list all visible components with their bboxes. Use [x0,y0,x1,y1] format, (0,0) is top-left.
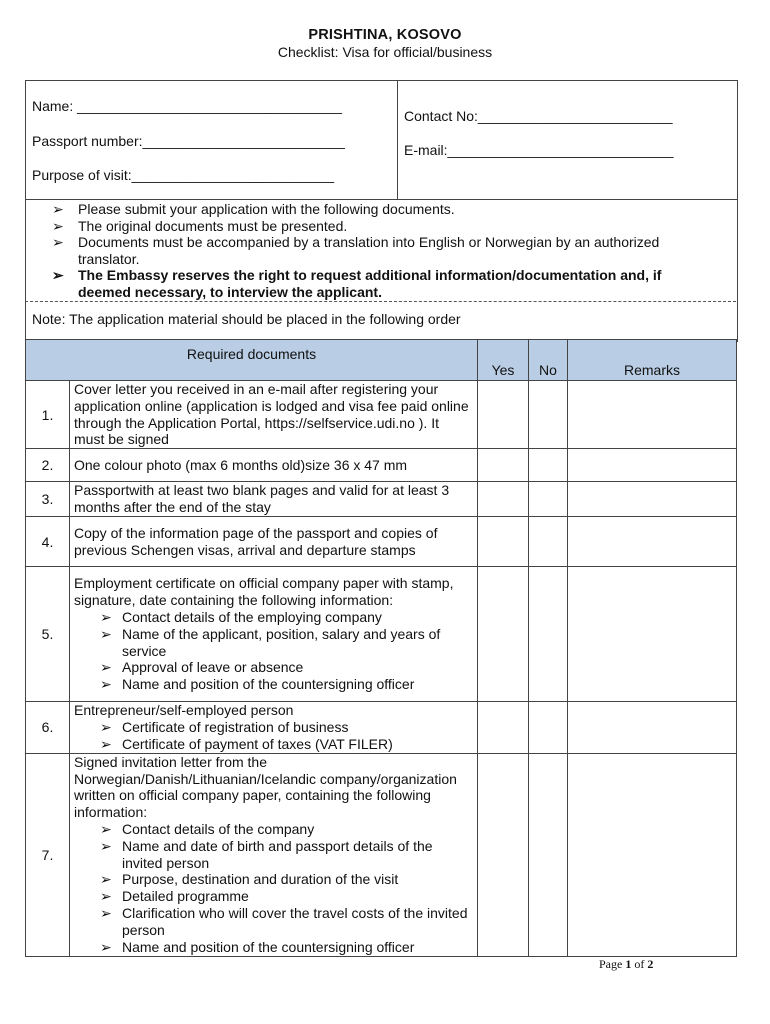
no-checkbox-cell[interactable] [529,517,568,567]
document-description: Employment certificate on official company paper with stamp, signature, date containing the following information: ➢ Contact details of the employing company ➢ Name of the applicant, position, salary and years of service ➢ Approval of leave or absence ➢ Name and position of the countersigning officer [70,567,478,702]
document-subitem: ➢ Contact details of the employing company [100,608,382,625]
arrow-bullet-icon: ➢ [52,217,64,234]
row-number: 5. [26,567,70,702]
arrow-bullet-icon: ➢ [100,938,112,955]
documents-table [25,339,737,957]
document-description: Cover letter you received in an e-mail after registering your application online (application is lodged and visa fee paid online through the Application Portal, https://selfservice.udi.no ). It must be signed [70,381,478,449]
info-divider [397,80,398,199]
table-row [26,753,737,956]
remarks-cell[interactable] [568,567,737,702]
arrow-bullet-icon: ➢ [100,837,112,854]
contact-number-field[interactable]: Contact No:_________________________ [404,108,673,124]
no-checkbox-cell[interactable] [529,567,568,702]
document-subitem: ➢ Detailed programme [100,888,249,905]
instructions-list [52,201,712,300]
document-subitem: ➢ Name and position of the countersigning officer [100,676,415,693]
info-bottom-rule [25,199,737,200]
arrow-bullet-icon: ➢ [52,201,64,217]
required-documents-header: Required documents [26,340,478,381]
no-checkbox-cell[interactable] [529,482,568,517]
table-row [26,381,737,449]
yes-checkbox-cell[interactable] [478,381,529,449]
remarks-cell[interactable] [568,702,737,753]
document-subitem: ➢ Approval of leave or absence [100,659,304,676]
document-subitem: ➢ Name of the applicant, position, salary and years of service [100,625,441,659]
row-number: 2. [26,449,70,482]
table-row [26,449,737,482]
arrow-bullet-icon: ➢ [52,234,64,250]
arrow-bullet-icon: ➢ [100,676,112,693]
arrow-bullet-icon: ➢ [52,267,64,283]
purpose-of-visit-field[interactable]: Purpose of visit:__________________________ [32,167,335,183]
arrow-bullet-icon: ➢ [100,659,112,676]
arrow-bullet-icon: ➢ [100,718,112,735]
order-note: Note: The application material should be placed in the following order [32,311,461,327]
yes-checkbox-cell[interactable] [478,702,529,753]
no-checkbox-cell[interactable] [529,381,568,449]
no-checkbox-cell[interactable] [529,449,568,482]
passport-number-field[interactable]: Passport number:__________________________ [32,133,345,149]
name-field[interactable]: Name: __________________________________ [32,98,342,114]
table-row [26,517,737,567]
yes-checkbox-cell[interactable] [478,517,529,567]
row-number: 4. [26,517,70,567]
yes-checkbox-cell[interactable] [478,482,529,517]
document-description: Signed invitation letter from the Norwegian/Danish/Lithuanian/Icelandic company/organization written on official company paper, containing the following information: ➢ Contact details of the company ➢ Name and date of birth and passport details of the invited person ➢ Purpose, destination and duration of the visit ➢ Detailed programme ➢ Clarification who will cover the travel costs of the invited person ➢ Name and position of the countersigning officer [70,753,478,956]
instruction-item: ➢ The original documents must be presented. [52,217,348,234]
document-subitem: ➢ Clarification who will cover the travel costs of the invited person [100,904,468,938]
remarks-header: Remarks [568,340,737,381]
arrow-bullet-icon: ➢ [100,820,112,837]
document-subitem: ➢ Purpose, destination and duration of the visit [100,871,399,888]
remarks-cell[interactable] [568,517,737,567]
arrow-bullet-icon: ➢ [100,888,112,905]
instruction-item: ➢ Documents must be accompanied by a translation into English or Norwegian by an authorized translator. [52,234,660,267]
remarks-cell[interactable] [568,449,737,482]
instructions-bottom-rule [25,301,736,302]
no-checkbox-cell[interactable] [529,753,568,956]
instruction-item: ➢ The Embassy reserves the right to request additional information/documentation and, if deemed necessary, to interview the applicant. [52,267,662,300]
document-subitem: ➢ Name and date of birth and passport details of the invited person [100,837,433,871]
table-header-row [26,340,737,381]
page-title: PRISHTINA, KOSOVO [308,27,462,43]
arrow-bullet-icon: ➢ [100,608,112,625]
document-description: One colour photo (max 6 months old)size 36 x 47 mm [70,449,478,482]
yes-header: Yes [478,340,529,381]
row-number: 6. [26,702,70,753]
document-subitem: ➢ Contact details of the company [100,820,315,837]
arrow-bullet-icon: ➢ [100,625,112,642]
document-description: Passportwith at least two blank pages and valid for at least 3 months after the end of the stay [70,482,478,517]
remarks-cell[interactable] [568,381,737,449]
email-field[interactable]: E-mail:_____________________________ [404,142,674,158]
arrow-bullet-icon: ➢ [100,871,112,888]
page-number: Page 1 of 2 [599,957,654,971]
remarks-cell[interactable] [568,753,737,956]
document-subitem: ➢ Name and position of the countersigning officer [100,938,415,955]
table-row [26,702,737,753]
table-row [26,567,737,702]
table-row [26,482,737,517]
row-number: 7. [26,753,70,956]
instruction-item: ➢ Please submit your application with the following documents. [52,201,455,217]
document-subitem: ➢ Certificate of registration of business [100,718,349,735]
remarks-cell[interactable] [568,482,737,517]
no-header: No [529,340,568,381]
arrow-bullet-icon: ➢ [100,735,112,752]
document-description: Copy of the information page of the passport and copies of previous Schengen visas, arrival and departure stamps [70,517,478,567]
no-checkbox-cell[interactable] [529,702,568,753]
document-subitem: ➢ Certificate of payment of taxes (VAT FILER) [100,735,393,752]
yes-checkbox-cell[interactable] [478,753,529,956]
yes-checkbox-cell[interactable] [478,567,529,702]
yes-checkbox-cell[interactable] [478,449,529,482]
row-number: 3. [26,482,70,517]
document-description: Entrepreneur/self-employed person ➢ Certificate of registration of business ➢ Certificate of payment of taxes (VAT FILER) [70,702,478,753]
page-subtitle: Checklist: Visa for official/business [277,44,493,60]
arrow-bullet-icon: ➢ [100,904,112,921]
row-number: 1. [26,381,70,449]
